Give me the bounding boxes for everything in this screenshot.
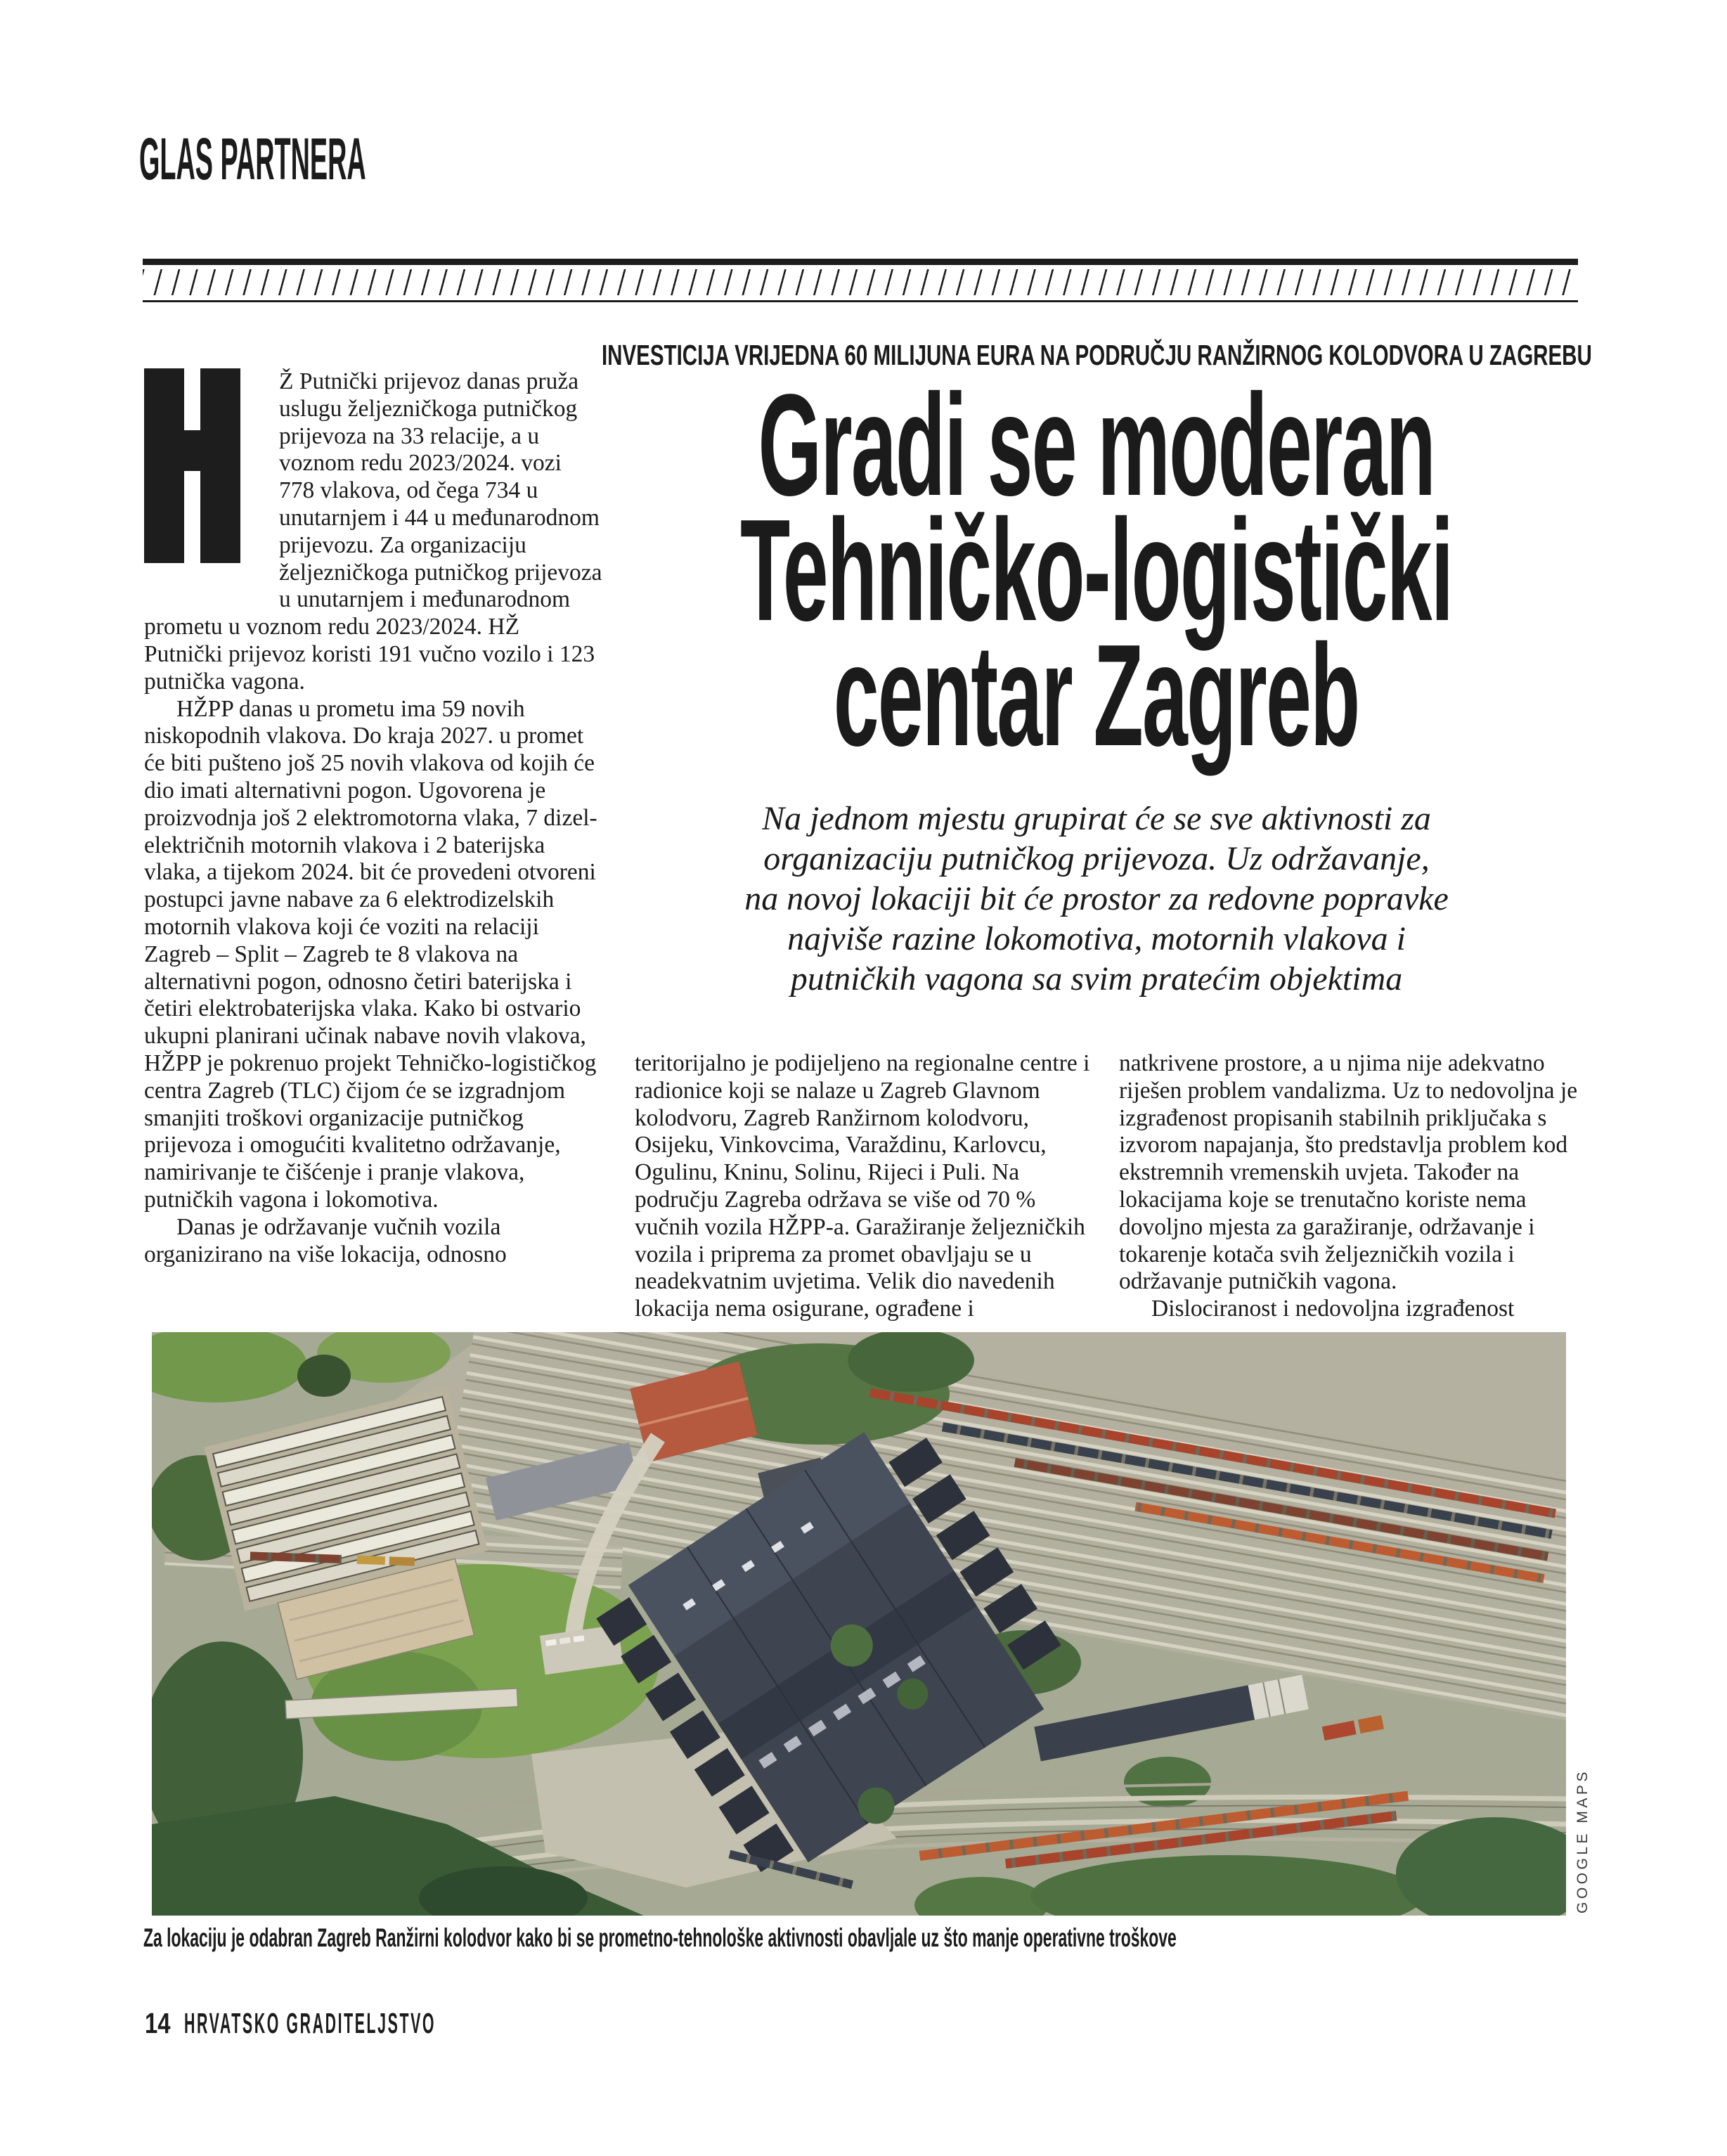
- deck-line: Na jednom mjestu grupirat će se sve aktivnosti za: [762, 800, 1431, 837]
- divider-bottom-rule: [143, 300, 1578, 302]
- publication-name: HRVATSKO GRADITELJSTVO: [184, 2007, 436, 2039]
- photo-credit: GOOGLE MAPS: [1574, 1769, 1591, 1913]
- headline: [619, 363, 1574, 776]
- divider-hatch-pattern: [143, 269, 1578, 295]
- aerial-photo: [152, 1332, 1566, 1916]
- paragraph: Dislociranost i nedovoljna izgrađenost: [1151, 1296, 1515, 1322]
- headline-line-3: centar Zagreb: [834, 614, 1359, 776]
- deck-line: najviše razine lokomotiva, motornih vlakova i: [787, 920, 1406, 957]
- headline-line-1: Gradi se moderan: [758, 363, 1435, 526]
- photo-caption-text: Za lokaciju je odabran Zagreb Ranžirni kolodvor kako bi se prometno-tehnološke aktivnosti obavljale uz što manje operativne troškove: [143, 1923, 1177, 1952]
- drop-cap-H: [144, 368, 279, 588]
- paragraph: natkrivene prostore, a u njima nije adekvatno riješen problem vandalizma. Uz to nedovoljna je izgrađenost propisanih stabilnih priključaka s izvorom napajanja, što predstavlja problem kod ekstremnih vremenskih uvjeta. Također na lokacijama koje se trenutačno koriste nema dovoljno mjesta za garažiranje, održavanje i tokarenje kotača svih željezničkih vozila i održavanje putničkih vagona.: [1119, 1050, 1578, 1295]
- deck-line: organizaciju putničkog prijevoza. Uz održavanje,: [763, 840, 1430, 877]
- aerial-photo-illustration: [152, 1332, 1566, 1916]
- body-column-1: [144, 368, 602, 1330]
- section-label: GLAS PARTNERA: [139, 126, 366, 192]
- drop-cap-glyph: [144, 368, 246, 563]
- paragraph: HŽPP danas u prometu ima 59 novih niskopodnih vlakova. Do kraja 2027. u promet će biti pušteno još 25 novih vlakova od kojih će dio imati alternativni pogon. Ugovorena je proizvodnja još 2 elektromotorna vlaka, 7 dizel-električnih motornih vlakova i 2 baterijska vlaka, a tijekom 2024. bit će provedeni otvoreni postupci javne nabave za 6 elektrodizelskih motornih vlakova koji će voziti na relaciji Zagreb – Split – Zagreb te 8 vlakova na alternativni pogon, odnosno četiri baterijska i četiri elektrobaterijska vlaka. Kako bi ostvario ukupni planirani učinak nabave novih vlakova, HŽPP je pokrenuo projekt Tehničko-logističkog centra Zagreb (TLC) čijom će se izgradnjom smanjiti troškovi organizacije putničkog prijevoza i omogućiti kvalitetno održavanje, namirivanje te čišćenje i pranje vlakova, putničkih vagona i lokomotiva.: [144, 695, 597, 1213]
- deck-line: putničkih vagona sa svim pratećim objektima: [790, 960, 1403, 998]
- deck-line: na novoj lokaciji bit će prostor za redovne popravke: [744, 880, 1449, 917]
- body-column-3: [1119, 1050, 1580, 1331]
- headline-line-2: Tehničko-logistički: [740, 489, 1453, 651]
- photo-caption: [143, 1923, 1718, 1953]
- hatched-divider: [143, 259, 1578, 302]
- paragraph: Ž Putnički prijevoz danas pruža uslugu željezničkoga putničkog prijevoza na 33 relacije, a u voznom redu 2023/2024. vozi 778 vlakova, od čega 734 u unutarnjem i 44 u međunarodnom prijevozu. Za organizaciju željezničkoga putničkog prijevoza u unutarnjem i međunarodnom prometu u voznom redu 2023/2024. HŽ Putnički prijevoz koristi 191 vučno vozilo i 123 putnička vagona.: [144, 368, 602, 695]
- paragraph: teritorijalno je podijeljeno na regionalne centre i radionice koji se nalaze u Zagreb Glavnom kolodvoru, Zagreb Ranžirnom kolodvoru, Osijeku, Vinkovcima, Varaždinu, Karlovcu, Ogulinu, Kninu, Solinu, Rijeci i Puli. Na području Zagreba održava se više od 70 % vučnih vozila HŽPP-a. Garažiranje željezničkih vozila i priprema za promet obavljaju se u neadekvatnim uvjetima. Velik dio navedenih lokacija nema osigurane, ograđene i: [635, 1050, 1090, 1322]
- body-column-2: [635, 1050, 1092, 1331]
- divider-top-rule: [143, 259, 1578, 265]
- deck: [619, 799, 1574, 999]
- page-number: 14: [145, 2007, 171, 2039]
- kicker-text: INVESTICIJA VRIJEDNA 60 MILIJUNA EURA NA PODRUČJU RANŽIRNOG KOLODVORA U ZAGREBU: [601, 339, 1592, 371]
- paragraph: Danas je održavanje vučnih vozila organizirano na više lokacija, odnosno: [144, 1213, 507, 1267]
